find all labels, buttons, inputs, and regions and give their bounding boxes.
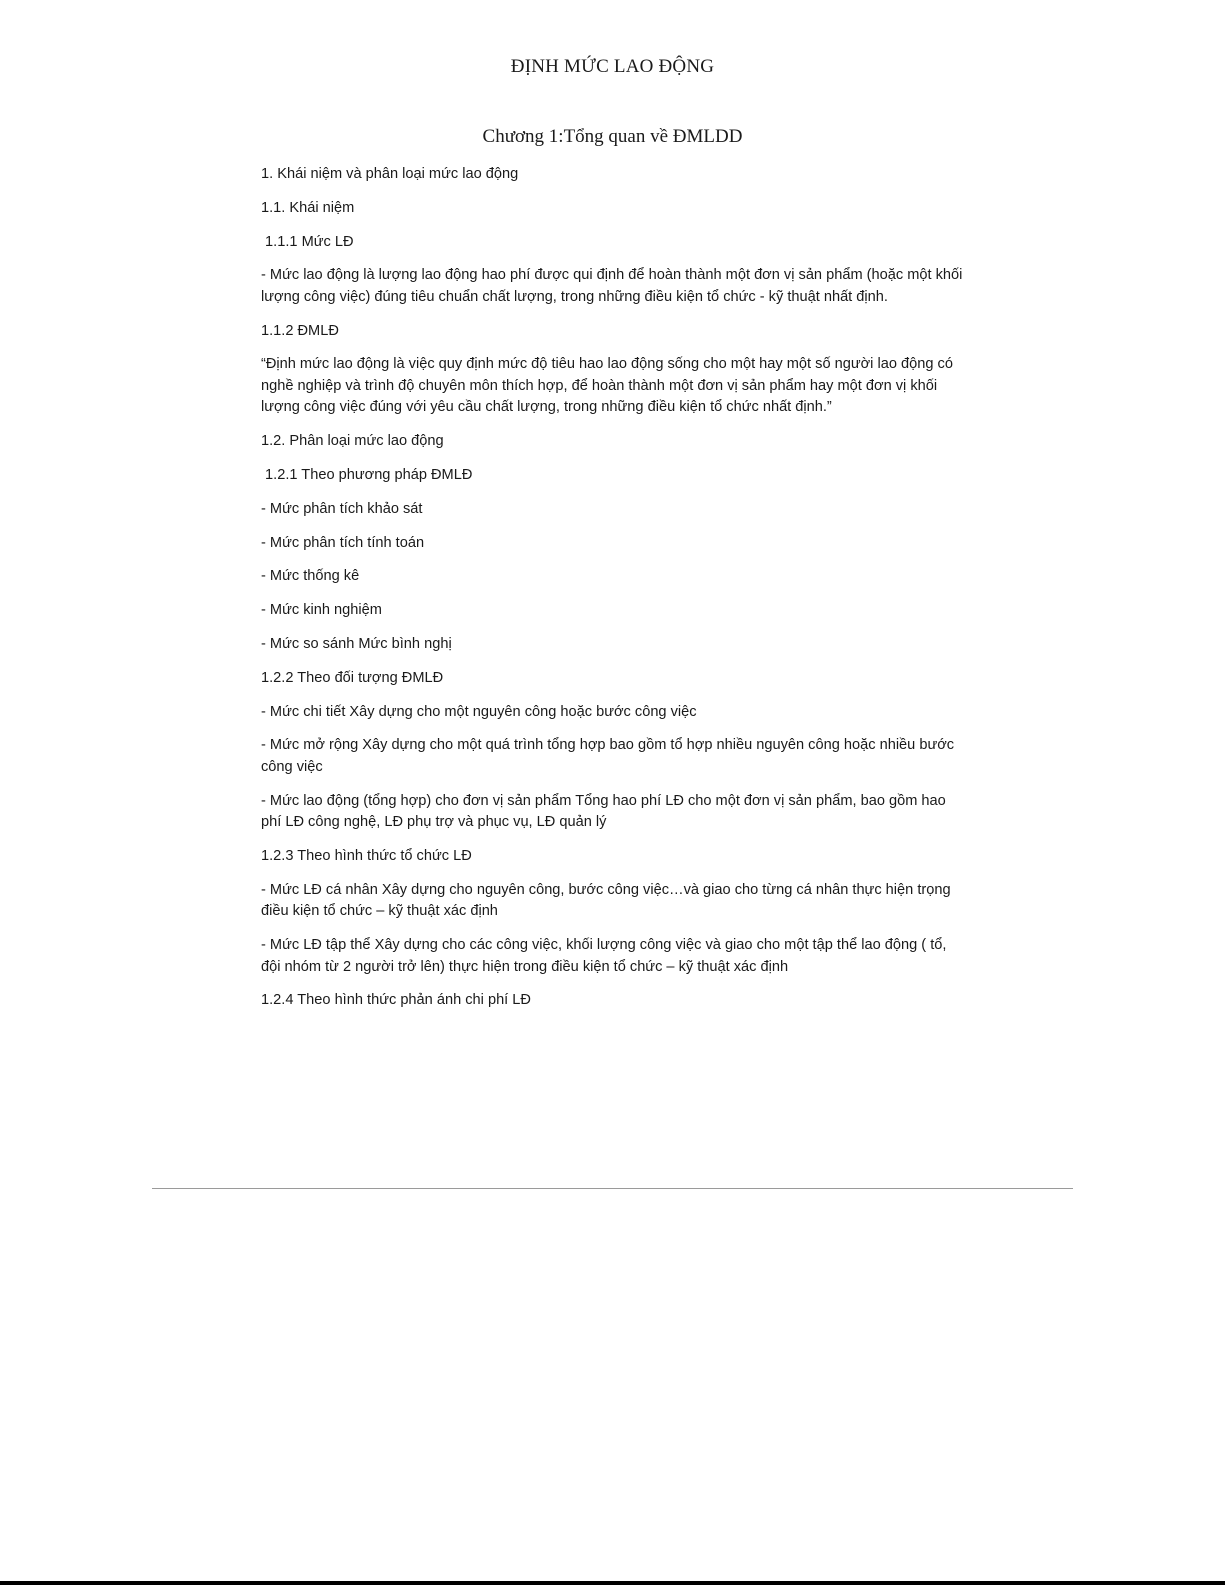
heading-1-1-2: 1.1.2 ĐMLĐ [261, 322, 339, 339]
heading-1-2-4: 1.2.4 Theo hình thức phản ánh chi phí LĐ [261, 992, 531, 1009]
list-item: - Mức so sánh Mức bình nghị [261, 636, 452, 653]
chapter-title: Chương 1:Tổng quan về ĐMLDD [482, 126, 743, 147]
heading-1-1-1: 1.1.1 Mức LĐ [261, 233, 354, 250]
paragraph: “Định mức lao động là việc quy định mức độ tiêu hao lao động sống cho một hay một số người lao động có nghề nghiệp và trình độ chuyên môn thích hợp, để hoàn thành một đơn vị sản phẩm hay một đơn vị khối lượng công việc đúng với yêu cầu chất lượng, trong những điều kiện tổ chức nhất định.” [261, 356, 953, 416]
list-item: - Mức thống kê [261, 568, 360, 585]
list-item: - Mức lao động (tổng hợp) cho đơn vị sản phẩm Tổng hao phí LĐ cho một đơn vị sản phẩm, bao gồm hao phí LĐ công nghệ, LĐ phụ trợ và phục vụ, LĐ quản lý [261, 792, 946, 831]
list-item: - Mức phân tích khảo sát [261, 500, 423, 517]
document-title: ĐỊNH MỨC LAO ĐỘNG [510, 56, 715, 77]
heading-1-2-3: 1.2.3 Theo hình thức tổ chức LĐ [261, 848, 472, 865]
heading-1-1: 1.1. Khái niệm [261, 199, 355, 216]
list-item: - Mức LĐ tập thể Xây dựng cho các công việc, khối lượng công việc và giao cho một tập thể lao động ( tổ, đội nhóm từ 2 người trở lên) thực hiện trong điều kiện tổ chức – kỹ thuật xác định [261, 937, 947, 975]
heading-1-2-2: 1.2.2 Theo đối tượng ĐMLĐ [261, 669, 444, 686]
list-item: - Mức LĐ cá nhân Xây dựng cho nguyên công, bước công việc…và giao cho từng cá nhân thực hiện trọng điều kiện tổ chức – kỹ thuật xác định [261, 881, 951, 920]
document-body [261, 164, 965, 1024]
heading-1-2: 1.2. Phân loại mức lao động [261, 433, 444, 450]
heading-1: 1. Khái niệm và phân loại mức lao động [261, 166, 519, 182]
list-item: - Mức mở rộng Xây dựng cho một quá trình tổng hợp bao gồm tổ hợp nhiều nguyên công hoặc nhiều bước công việc [261, 737, 955, 775]
bottom-edge-bar [0, 1581, 1225, 1585]
heading-1-2-1: 1.2.1 Theo phương pháp ĐMLĐ [261, 467, 473, 484]
paragraph: - Mức lao động là lượng lao động hao phí được qui định để hoàn thành một đơn vị sản phẩm (hoặc một khối lượng công việc) đúng tiêu chuẩn chất lượng, trong những điều kiện tổ chức - kỹ thuật nhất định. [261, 267, 963, 305]
list-item: - Mức phân tích tính toán [261, 534, 425, 551]
page-divider [152, 1188, 1073, 1189]
list-item: - Mức chi tiết Xây dựng cho một nguyên công hoặc bước công việc [261, 703, 697, 720]
list-item: - Mức kinh nghiệm [261, 602, 382, 619]
